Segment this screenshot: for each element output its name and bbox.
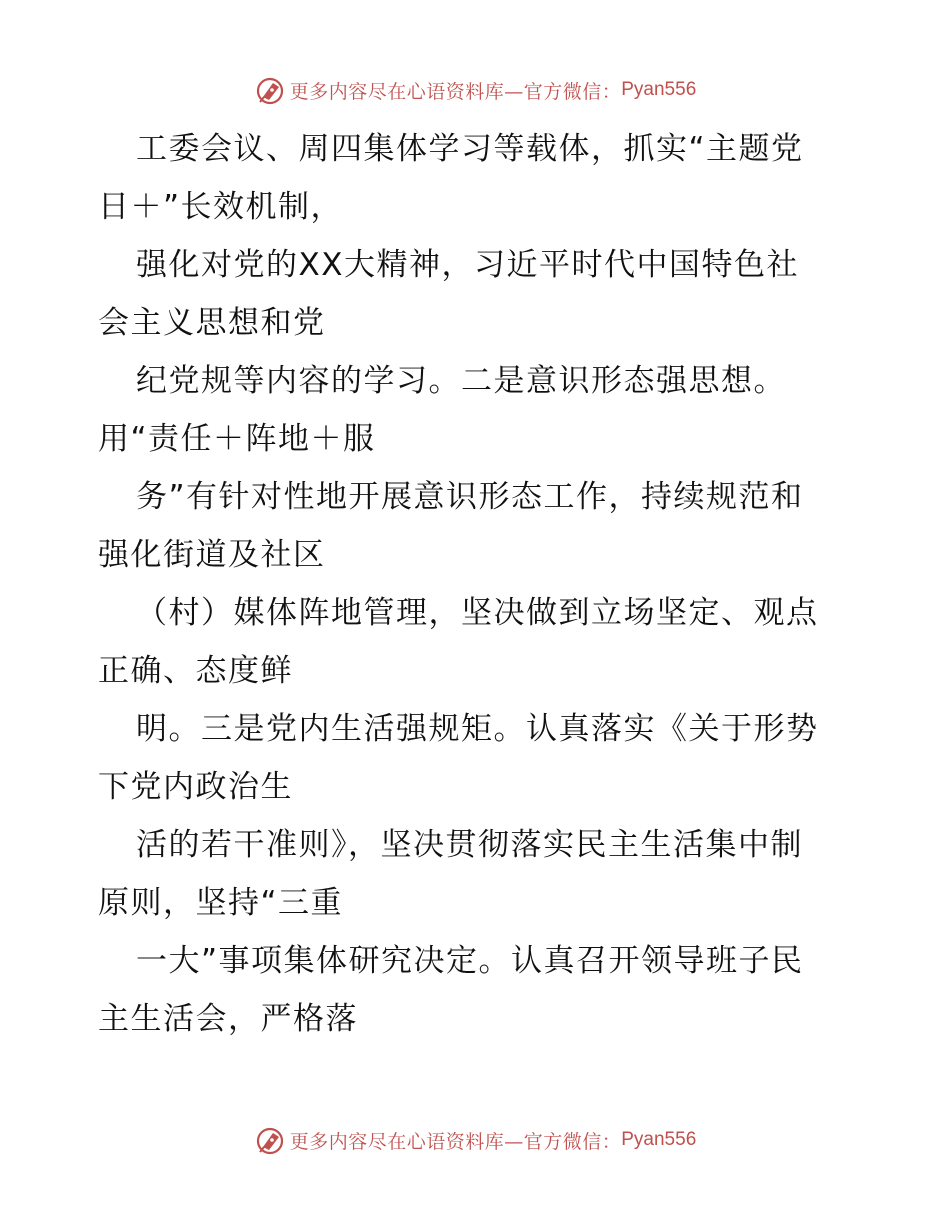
pen-nib-logo-icon	[254, 74, 286, 106]
text-line: 一大”事项集体研究决定。认真召开领导班子民	[136, 943, 804, 979]
paragraph	[98, 120, 858, 236]
text-line: 活的若干准则》，坚决贯彻落实民主生活集中制	[136, 827, 803, 863]
paragraph	[98, 816, 858, 932]
header-watermark	[0, 70, 950, 110]
text-line: 用“责任＋阵地＋服	[98, 421, 376, 457]
text-line: 正确、态度鲜	[98, 653, 293, 689]
paragraph	[98, 584, 858, 700]
header-watermark-text: 更多内容尽在心语资料库—官方微信：	[289, 80, 622, 103]
text-line: 纪党规等内容的学习。二是意识形态强思想。	[136, 363, 786, 399]
text-line: 明。三是党内生活强规矩。认真落实《关于形势	[136, 711, 819, 747]
text-line: （村）媒体阵地管理，坚决做到立场坚定、观点	[136, 595, 819, 631]
text-line: 日＋”长效机制，	[98, 189, 344, 225]
paragraph	[98, 352, 858, 468]
text-line: 主生活会，严格落	[98, 1001, 358, 1037]
paragraph	[98, 236, 858, 352]
footer-watermark-text: 更多内容尽在心语资料库—官方微信：	[289, 1130, 622, 1153]
footer-watermark-account: Pyan556	[621, 1129, 697, 1150]
document-body	[98, 120, 858, 1048]
paragraph	[98, 700, 858, 816]
pen-nib-logo-icon	[254, 1124, 286, 1156]
text-line: 原则，坚持“三重	[98, 885, 344, 921]
footer-watermark	[0, 1120, 950, 1160]
text-line: 务”有针对性地开展意识形态工作，持续规范和	[136, 479, 804, 515]
text-line: 会主义思想和党	[98, 305, 326, 341]
text-line: 强化街道及社区	[98, 537, 326, 573]
text-line: 下党内政治生	[98, 769, 293, 805]
header-watermark-account: Pyan556	[621, 79, 697, 100]
text-line: 强化对党的XX大精神，习近平时代中国特色社	[136, 247, 799, 283]
paragraph	[98, 932, 858, 1048]
text-line: 工委会议、周四集体学习等载体，抓实“主题党	[136, 131, 804, 167]
paragraph	[98, 468, 858, 584]
